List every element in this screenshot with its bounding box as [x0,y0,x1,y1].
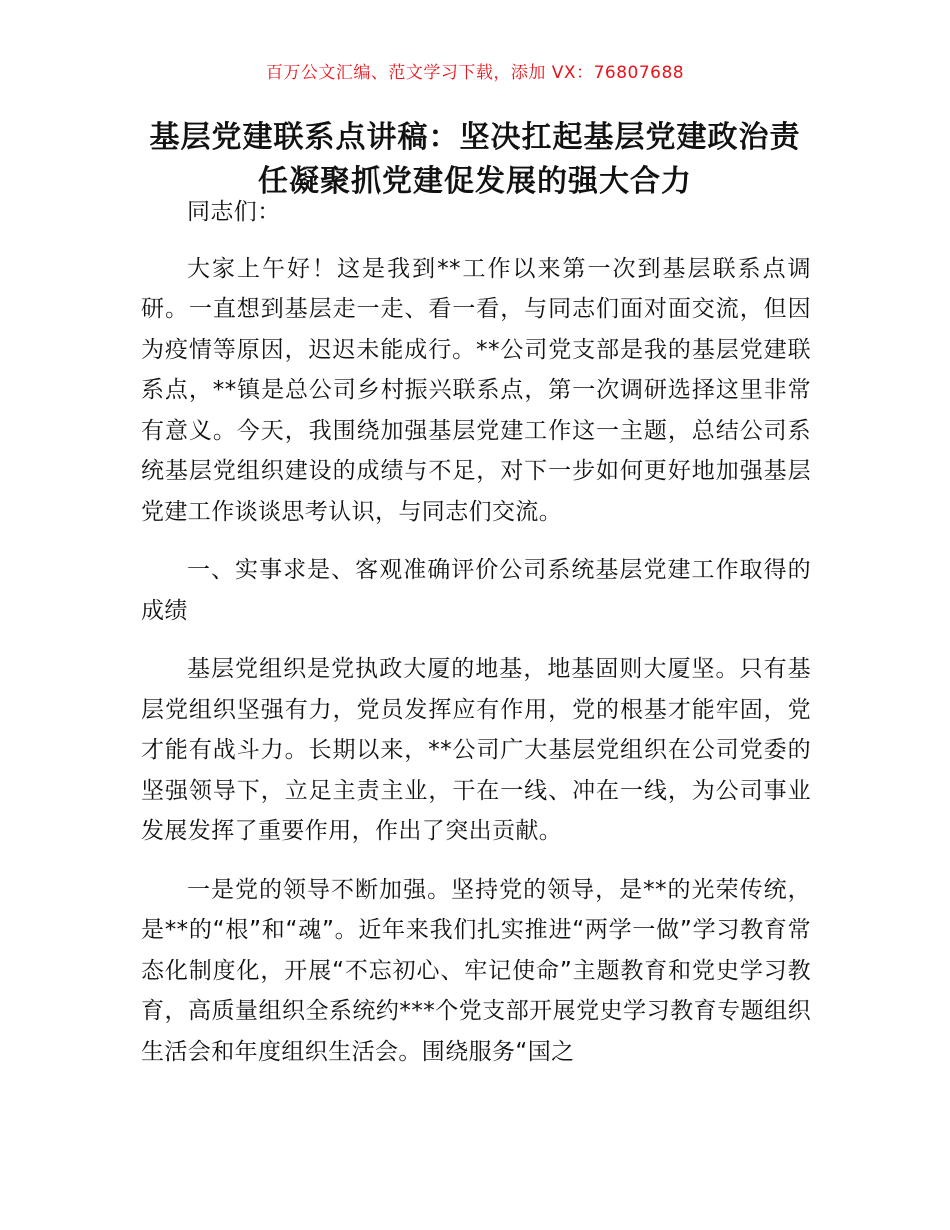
document-body [141,192,811,1090]
paragraph-2: 基层党组织是党执政大厦的地基，地基固则大厦坚。只有基层党组织坚强有力，党员发挥应有作用，党的根基才能牢固，党才能有战斗力。长期以来，**公司广大基层党组织在公司党委的坚强领导下，立足主责主业，干在一线、冲在一线，为公司事业发展发挥了重要作用，作出了突出贡献。 [141,656,811,844]
header-watermark-note: 百万公文汇编、范文学习下载，添加 VX：76807688 [265,63,685,83]
paragraph-3: 一是党的领导不断加强。坚持党的领导，是**的光荣传统，是**的“根”和“魂”。近年来我们扎实推进“两学一做”学习教育常态化制度化，开展“不忘初心、牢记使命”主题教育和党史学习教育，高质量组织全系统约***个党支部开展党史学习教育专题组织生活会和年度组织生活会。围绕服务“国之 [141,876,811,1065]
section-heading-1: 一、实事求是、客观准确评价公司系统基层党建工作取得的成绩 [141,557,811,624]
salutation: 同志们： [187,199,281,225]
document-title: 基层党建联系点讲稿：坚决扛起基层党建政治责任凝聚抓党建促发展的强大合力 [149,120,801,199]
paragraph-1: 大家上午好！这是我到**工作以来第一次到基层联系点调研。一直想到基层走一走、看一看，与同志们面对面交流，但因为疫情等原因，迟迟未能成行。**公司党支部是我的基层党建联系点，**镇是总公司乡村振兴联系点，第一次调研选择这里非常有意义。今天，我围绕加强基层党建工作这一主题，总结公司系统基层党组织建设的成绩与不足，对下一步如何更好地加强基层党建工作谈谈思考认识，与同志们交流。 [141,255,811,525]
